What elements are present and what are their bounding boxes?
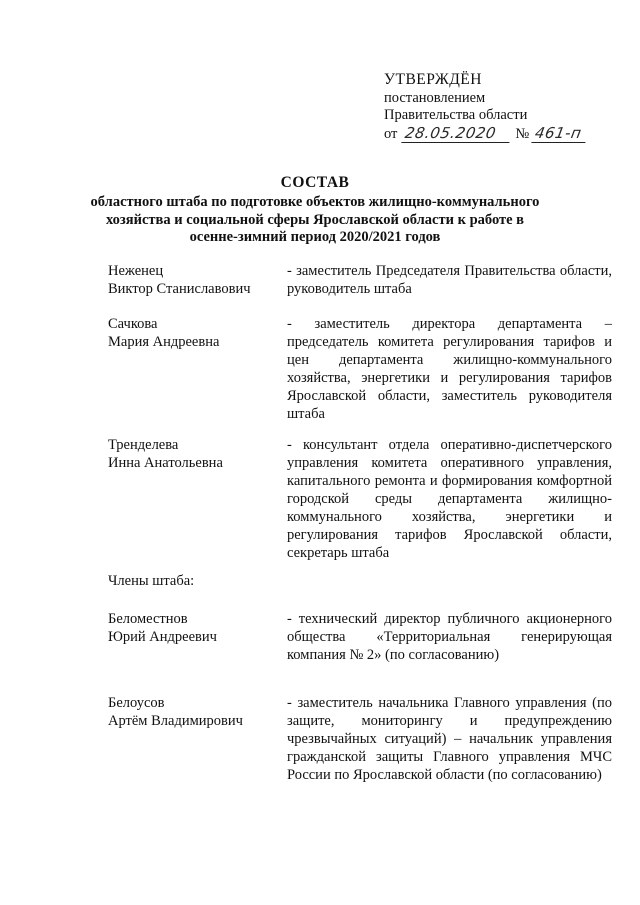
person-surname: Неженец [108, 263, 164, 279]
person-name [108, 610, 278, 646]
title-subtitle: областного штаба по подготовке объектов жилищно-коммунального хозяйства и социальной сферы Ярославской области к работе в осенне-зимний период 2020/2021 годов [90, 194, 540, 245]
approval-heading: УТВЕРЖДЁН [384, 71, 482, 88]
person-duty: - заместитель начальника Главного управления (по защите, мониторингу и предупреждению чрезвычайных ситуаций) – начальник управления гражданской защиты Главного управления МЧС России по Ярославской области (по согласованию) [287, 695, 612, 783]
person-given-name: Артём Владимирович [108, 713, 243, 729]
approval-block [384, 70, 604, 143]
person-surname: Тренделева [108, 437, 179, 453]
from-label: от [384, 126, 398, 142]
approval-line-1: постановлением [384, 90, 486, 106]
approval-date-row [384, 124, 604, 143]
person-surname: Беломестнов [108, 611, 188, 627]
person-duty: - заместитель Председателя Правительства области, руководитель штаба [287, 263, 612, 297]
handwritten-number: 461-п [532, 124, 589, 143]
person-given-name: Юрий Андреевич [108, 629, 217, 645]
person-duty: - технический директор публичного акционерного общества «Территориальная генерирующая компания № 2» (по согласованию) [287, 611, 612, 663]
person-surname: Белоусов [108, 695, 165, 711]
title-main: СОСТАВ [280, 174, 350, 191]
person-duty: - консультант отдела оперативно-диспетчерского управления комитета оперативного управления, капитального ремонта и формирования комфортной городской среды департамента жилищно-коммунального хозяйства, энергетики и регулирования тарифов Ярославской области, секретарь штаба [287, 437, 612, 561]
person-name [108, 262, 278, 298]
person-given-name: Мария Андреевна [108, 334, 220, 350]
person-surname: Сачкова [108, 316, 158, 332]
person-given-name: Инна Анатольевна [108, 455, 223, 471]
person-given-name: Виктор Станиславович [108, 281, 251, 297]
approval-line-2: Правительства области [384, 107, 528, 123]
handwritten-date: 28.05.2020 [402, 124, 513, 143]
person-duty: - заместитель директора департамента – председатель комитета регулирования тарифов и цен департамента жилищно-коммунального хозяйства, энергетики и регулирования тарифов Ярославской области, заместитель руководителя штаба [287, 316, 612, 422]
document-title [90, 172, 540, 247]
person-name [108, 694, 278, 730]
number-label: № [515, 126, 530, 142]
members-heading: Члены штаба: [108, 573, 195, 589]
person-name [108, 436, 278, 472]
person-name [108, 315, 278, 351]
